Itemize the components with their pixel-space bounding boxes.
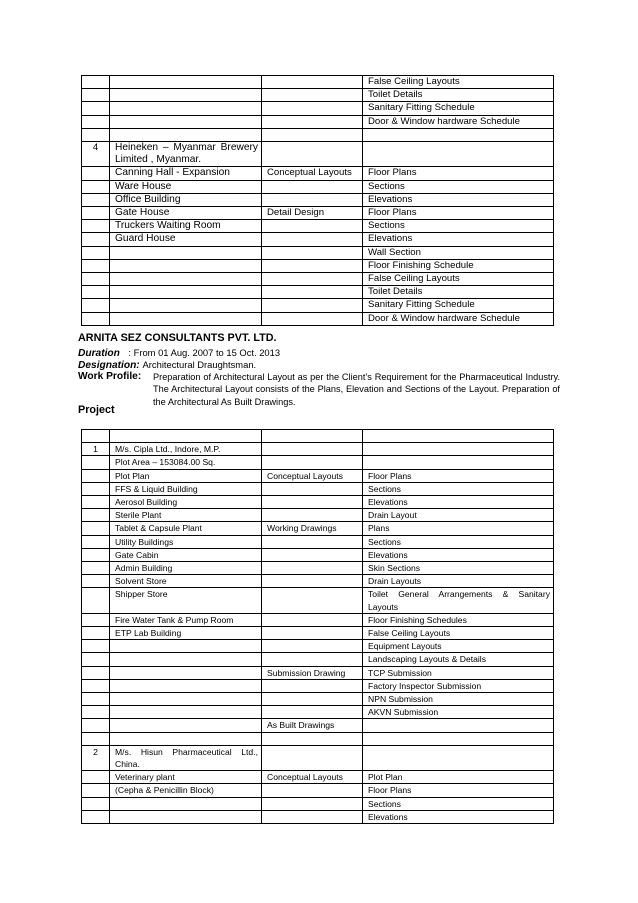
table-cell xyxy=(82,706,110,719)
projects-table-body xyxy=(82,430,554,824)
table-cell xyxy=(262,193,363,206)
table-cell: Door & Window hardware Schedule xyxy=(363,115,554,128)
table-cell: Aerosol Building xyxy=(110,496,262,509)
table-row xyxy=(82,142,554,167)
table-row xyxy=(82,797,554,810)
table-cell xyxy=(363,142,554,167)
table-cell xyxy=(262,312,363,325)
table-cell xyxy=(82,193,110,206)
table-cell xyxy=(110,719,262,732)
table-cell: Elevations xyxy=(363,810,554,823)
table-cell xyxy=(110,430,262,443)
table-row xyxy=(82,115,554,128)
table-cell: Working Drawings xyxy=(262,522,363,535)
table-cell xyxy=(82,627,110,640)
table-cell xyxy=(82,640,110,653)
table-cell: Conceptual Layouts xyxy=(262,167,363,180)
table-row xyxy=(82,784,554,797)
table-cell xyxy=(262,443,363,456)
table-cell xyxy=(110,259,262,272)
table-cell xyxy=(262,679,363,692)
table-cell xyxy=(82,207,110,220)
table-cell xyxy=(262,745,363,770)
table-row xyxy=(82,89,554,102)
table-cell: Landscaping Layouts & Details xyxy=(363,653,554,666)
table-cell: Gate Cabin xyxy=(110,548,262,561)
table-cell xyxy=(82,233,110,246)
table-cell: Factory Inspector Submission xyxy=(363,679,554,692)
table-cell xyxy=(363,745,554,770)
table-cell: Floor Finishing Schedule xyxy=(363,259,554,272)
project-heading: Project xyxy=(78,404,115,416)
table-cell: M/s. Hisun Pharmaceutical Ltd., China. xyxy=(110,745,262,770)
work-profile-label: Work Profile: xyxy=(78,371,142,382)
table-cell: Sanitary Fitting Schedule xyxy=(363,102,554,115)
table-cell: Sections xyxy=(363,220,554,233)
table-cell xyxy=(82,548,110,561)
table-cell xyxy=(110,128,262,141)
table-cell: Floor Finishing Schedules xyxy=(363,613,554,626)
table-cell xyxy=(262,784,363,797)
table-cell xyxy=(82,653,110,666)
table-cell: Drain Layout xyxy=(363,509,554,522)
table-row xyxy=(82,693,554,706)
table-cell: Elevations xyxy=(363,233,554,246)
table-cell: Equipment Layouts xyxy=(363,640,554,653)
work-profile-text: Preparation of Architectural Layout as per the Client’s Requirement for the Pharmaceutical Industry. The Architectural Layout consists of the Plans, Elevation and Sections of the Layout. Preparation of the Architectural As Built Drawings. xyxy=(153,372,560,407)
table-cell xyxy=(262,102,363,115)
table-row xyxy=(82,246,554,259)
table-row xyxy=(82,220,554,233)
table-row xyxy=(82,719,554,732)
table-cell xyxy=(110,246,262,259)
table-cell xyxy=(363,456,554,469)
table-cell xyxy=(82,259,110,272)
table-cell: Heineken – Myanmar Brewery Limited , Myanmar. xyxy=(110,142,262,167)
table-cell: Conceptual Layouts xyxy=(262,771,363,784)
table-cell xyxy=(110,732,262,745)
table-cell xyxy=(82,613,110,626)
table-cell xyxy=(82,562,110,575)
table-cell xyxy=(82,220,110,233)
table-cell xyxy=(262,797,363,810)
table-cell xyxy=(262,627,363,640)
table-row xyxy=(82,167,554,180)
table-cell xyxy=(82,509,110,522)
table-cell xyxy=(262,456,363,469)
table-row xyxy=(82,430,554,443)
table-cell: Guard House xyxy=(110,233,262,246)
table-cell: False Ceiling Layouts xyxy=(363,273,554,286)
table-row xyxy=(82,653,554,666)
table-cell xyxy=(82,89,110,102)
table-cell: Sections xyxy=(363,482,554,495)
table-cell xyxy=(82,719,110,732)
table-cell: False Ceiling Layouts xyxy=(363,627,554,640)
table-cell xyxy=(110,76,262,89)
table-cell xyxy=(262,653,363,666)
table-cell xyxy=(82,312,110,325)
table-cell: Sections xyxy=(363,797,554,810)
table-cell xyxy=(82,286,110,299)
table-cell xyxy=(262,220,363,233)
table-cell: Office Building xyxy=(110,193,262,206)
table-cell xyxy=(262,496,363,509)
table-cell xyxy=(262,562,363,575)
table-cell: Elevations xyxy=(363,193,554,206)
table-cell: Ware House xyxy=(110,180,262,193)
table-cell: As Built Drawings xyxy=(262,719,363,732)
table-cell xyxy=(82,115,110,128)
table-row xyxy=(82,535,554,548)
table-cell: Elevations xyxy=(363,548,554,561)
table-cell: Elevations xyxy=(363,496,554,509)
table-row xyxy=(82,732,554,745)
table-row xyxy=(82,180,554,193)
table-cell: Toilet General Arrangements & Sanitary Layouts xyxy=(363,588,554,613)
table-cell xyxy=(363,430,554,443)
table-cell xyxy=(262,89,363,102)
table-cell xyxy=(262,693,363,706)
table-cell: NPN Submission xyxy=(363,693,554,706)
table-row xyxy=(82,575,554,588)
table-cell: Fire Water Tank & Pump Room xyxy=(110,613,262,626)
table-cell: Sections xyxy=(363,180,554,193)
table-cell xyxy=(110,273,262,286)
table-cell xyxy=(82,797,110,810)
table-row xyxy=(82,273,554,286)
table-row xyxy=(82,627,554,640)
table-cell xyxy=(82,810,110,823)
table-cell xyxy=(262,180,363,193)
table-row xyxy=(82,102,554,115)
table-row xyxy=(82,456,554,469)
table-row xyxy=(82,640,554,653)
table-cell: Solvent Store xyxy=(110,575,262,588)
table-cell xyxy=(262,613,363,626)
table-cell: Drain Layouts xyxy=(363,575,554,588)
table-cell xyxy=(82,496,110,509)
table-cell xyxy=(110,666,262,679)
table-cell: TCP Submission xyxy=(363,666,554,679)
table-cell xyxy=(262,76,363,89)
table-cell xyxy=(82,522,110,535)
table-row xyxy=(82,312,554,325)
table-cell xyxy=(110,115,262,128)
table-cell xyxy=(82,588,110,613)
table-cell xyxy=(82,732,110,745)
table-cell: Admin Building xyxy=(110,562,262,575)
table-cell xyxy=(363,719,554,732)
table-cell xyxy=(82,575,110,588)
table-cell xyxy=(262,286,363,299)
table-row xyxy=(82,706,554,719)
table-cell: M/s. Cipla Ltd., Indore, M.P. xyxy=(110,443,262,456)
table-cell xyxy=(82,469,110,482)
table-cell xyxy=(262,509,363,522)
table-cell: Detail Design xyxy=(262,207,363,220)
table-cell: Toilet Details xyxy=(363,286,554,299)
table-cell: Toilet Details xyxy=(363,89,554,102)
table-cell xyxy=(82,666,110,679)
table-row xyxy=(82,76,554,89)
table-cell: Plot Plan xyxy=(110,469,262,482)
table-cell xyxy=(262,142,363,167)
table-row xyxy=(82,496,554,509)
table-row xyxy=(82,259,554,272)
table-cell: AKVN Submission xyxy=(363,706,554,719)
company-name: ARNITA SEZ CONSULTANTS PVT. LTD. xyxy=(78,332,277,344)
table-row xyxy=(82,666,554,679)
table-cell xyxy=(110,797,262,810)
table-cell xyxy=(262,732,363,745)
table-cell xyxy=(110,810,262,823)
table-row xyxy=(82,548,554,561)
table-cell: Floor Plans xyxy=(363,207,554,220)
table-cell xyxy=(110,706,262,719)
table-row xyxy=(82,522,554,535)
table-cell xyxy=(82,76,110,89)
table-cell: ETP Lab Building xyxy=(110,627,262,640)
table-cell: Floor Plans xyxy=(363,469,554,482)
designation-label: Designation: xyxy=(78,360,140,371)
table-row xyxy=(82,588,554,613)
table-row xyxy=(82,233,554,246)
table-cell: FFS & Liquid Building xyxy=(110,482,262,495)
table-cell: Conceptual Layouts xyxy=(262,469,363,482)
table-cell xyxy=(110,312,262,325)
table-cell: Utility Buildings xyxy=(110,535,262,548)
table-row xyxy=(82,613,554,626)
table-cell xyxy=(82,535,110,548)
table-cell xyxy=(262,588,363,613)
table-cell xyxy=(110,102,262,115)
table-cell xyxy=(262,259,363,272)
table-cell xyxy=(82,246,110,259)
table-cell xyxy=(262,430,363,443)
table-row xyxy=(82,207,554,220)
table-cell xyxy=(363,443,554,456)
table-cell xyxy=(363,732,554,745)
table-cell: Wall Section xyxy=(363,246,554,259)
table-cell xyxy=(262,548,363,561)
table-cell: Plot Area – 153084.00 Sq. xyxy=(110,456,262,469)
table-cell xyxy=(82,430,110,443)
table-cell xyxy=(110,299,262,312)
table-cell: Shipper Store xyxy=(110,588,262,613)
table-cell: 1 xyxy=(82,443,110,456)
table-cell: (Cepha & Penicillin Block) xyxy=(110,784,262,797)
table-cell xyxy=(262,535,363,548)
table-row xyxy=(82,509,554,522)
table-cell xyxy=(82,167,110,180)
table-cell xyxy=(110,679,262,692)
table-cell: Sections xyxy=(363,535,554,548)
projects-table-continued xyxy=(81,75,554,326)
table-cell xyxy=(110,640,262,653)
table-cell: Sanitary Fitting Schedule xyxy=(363,299,554,312)
table-cell: Submission Drawing xyxy=(262,666,363,679)
table-cell: Floor Plans xyxy=(363,784,554,797)
table-cell xyxy=(262,575,363,588)
table-cell: Skin Sections xyxy=(363,562,554,575)
table-cell xyxy=(262,640,363,653)
table-cell xyxy=(82,771,110,784)
projects-table xyxy=(81,429,554,824)
table-cell: 2 xyxy=(82,745,110,770)
table-row xyxy=(82,469,554,482)
table-cell xyxy=(262,482,363,495)
projects-table-body xyxy=(82,76,554,326)
table-row xyxy=(82,128,554,141)
table-cell xyxy=(82,693,110,706)
table-row xyxy=(82,810,554,823)
table-cell: 4 xyxy=(82,142,110,167)
table-cell xyxy=(262,115,363,128)
table-cell xyxy=(82,679,110,692)
table-row xyxy=(82,562,554,575)
table-row xyxy=(82,193,554,206)
table-cell: Gate House xyxy=(110,207,262,220)
table-cell xyxy=(110,693,262,706)
table-cell xyxy=(110,89,262,102)
table-cell: Door & Window hardware Schedule xyxy=(363,312,554,325)
table-cell xyxy=(363,128,554,141)
table-cell xyxy=(82,273,110,286)
table-row xyxy=(82,299,554,312)
table-cell xyxy=(82,128,110,141)
table-cell xyxy=(262,273,363,286)
table-cell xyxy=(262,299,363,312)
table-cell: Truckers Waiting Room xyxy=(110,220,262,233)
table-cell xyxy=(82,180,110,193)
table-cell xyxy=(82,482,110,495)
table-cell xyxy=(110,286,262,299)
table-row xyxy=(82,679,554,692)
table-cell: Canning Hall - Expansion xyxy=(110,167,262,180)
duration-label: Duration xyxy=(78,348,120,359)
table-cell xyxy=(82,102,110,115)
table-cell xyxy=(110,653,262,666)
table-row xyxy=(82,286,554,299)
table-cell xyxy=(82,784,110,797)
duration-value: : From 01 Aug. 2007 to 15 Oct. 2013 xyxy=(128,347,281,358)
table-cell: Veterinary plant xyxy=(110,771,262,784)
table-cell xyxy=(82,456,110,469)
designation-value: Architectural Draughtsman. xyxy=(142,359,257,370)
table-cell: Plot Plan xyxy=(363,771,554,784)
table-cell xyxy=(262,706,363,719)
table-cell: Floor Plans xyxy=(363,167,554,180)
table-cell xyxy=(82,299,110,312)
table-cell: Tablet & Capsule Plant xyxy=(110,522,262,535)
table-row xyxy=(82,443,554,456)
table-cell: Sterile Plant xyxy=(110,509,262,522)
table-row xyxy=(82,771,554,784)
table-cell xyxy=(262,233,363,246)
table-cell xyxy=(262,246,363,259)
table-cell xyxy=(262,810,363,823)
table-cell xyxy=(262,128,363,141)
table-row xyxy=(82,482,554,495)
table-row xyxy=(82,745,554,770)
table-cell: False Ceiling Layouts xyxy=(363,76,554,89)
table-cell: Plans xyxy=(363,522,554,535)
